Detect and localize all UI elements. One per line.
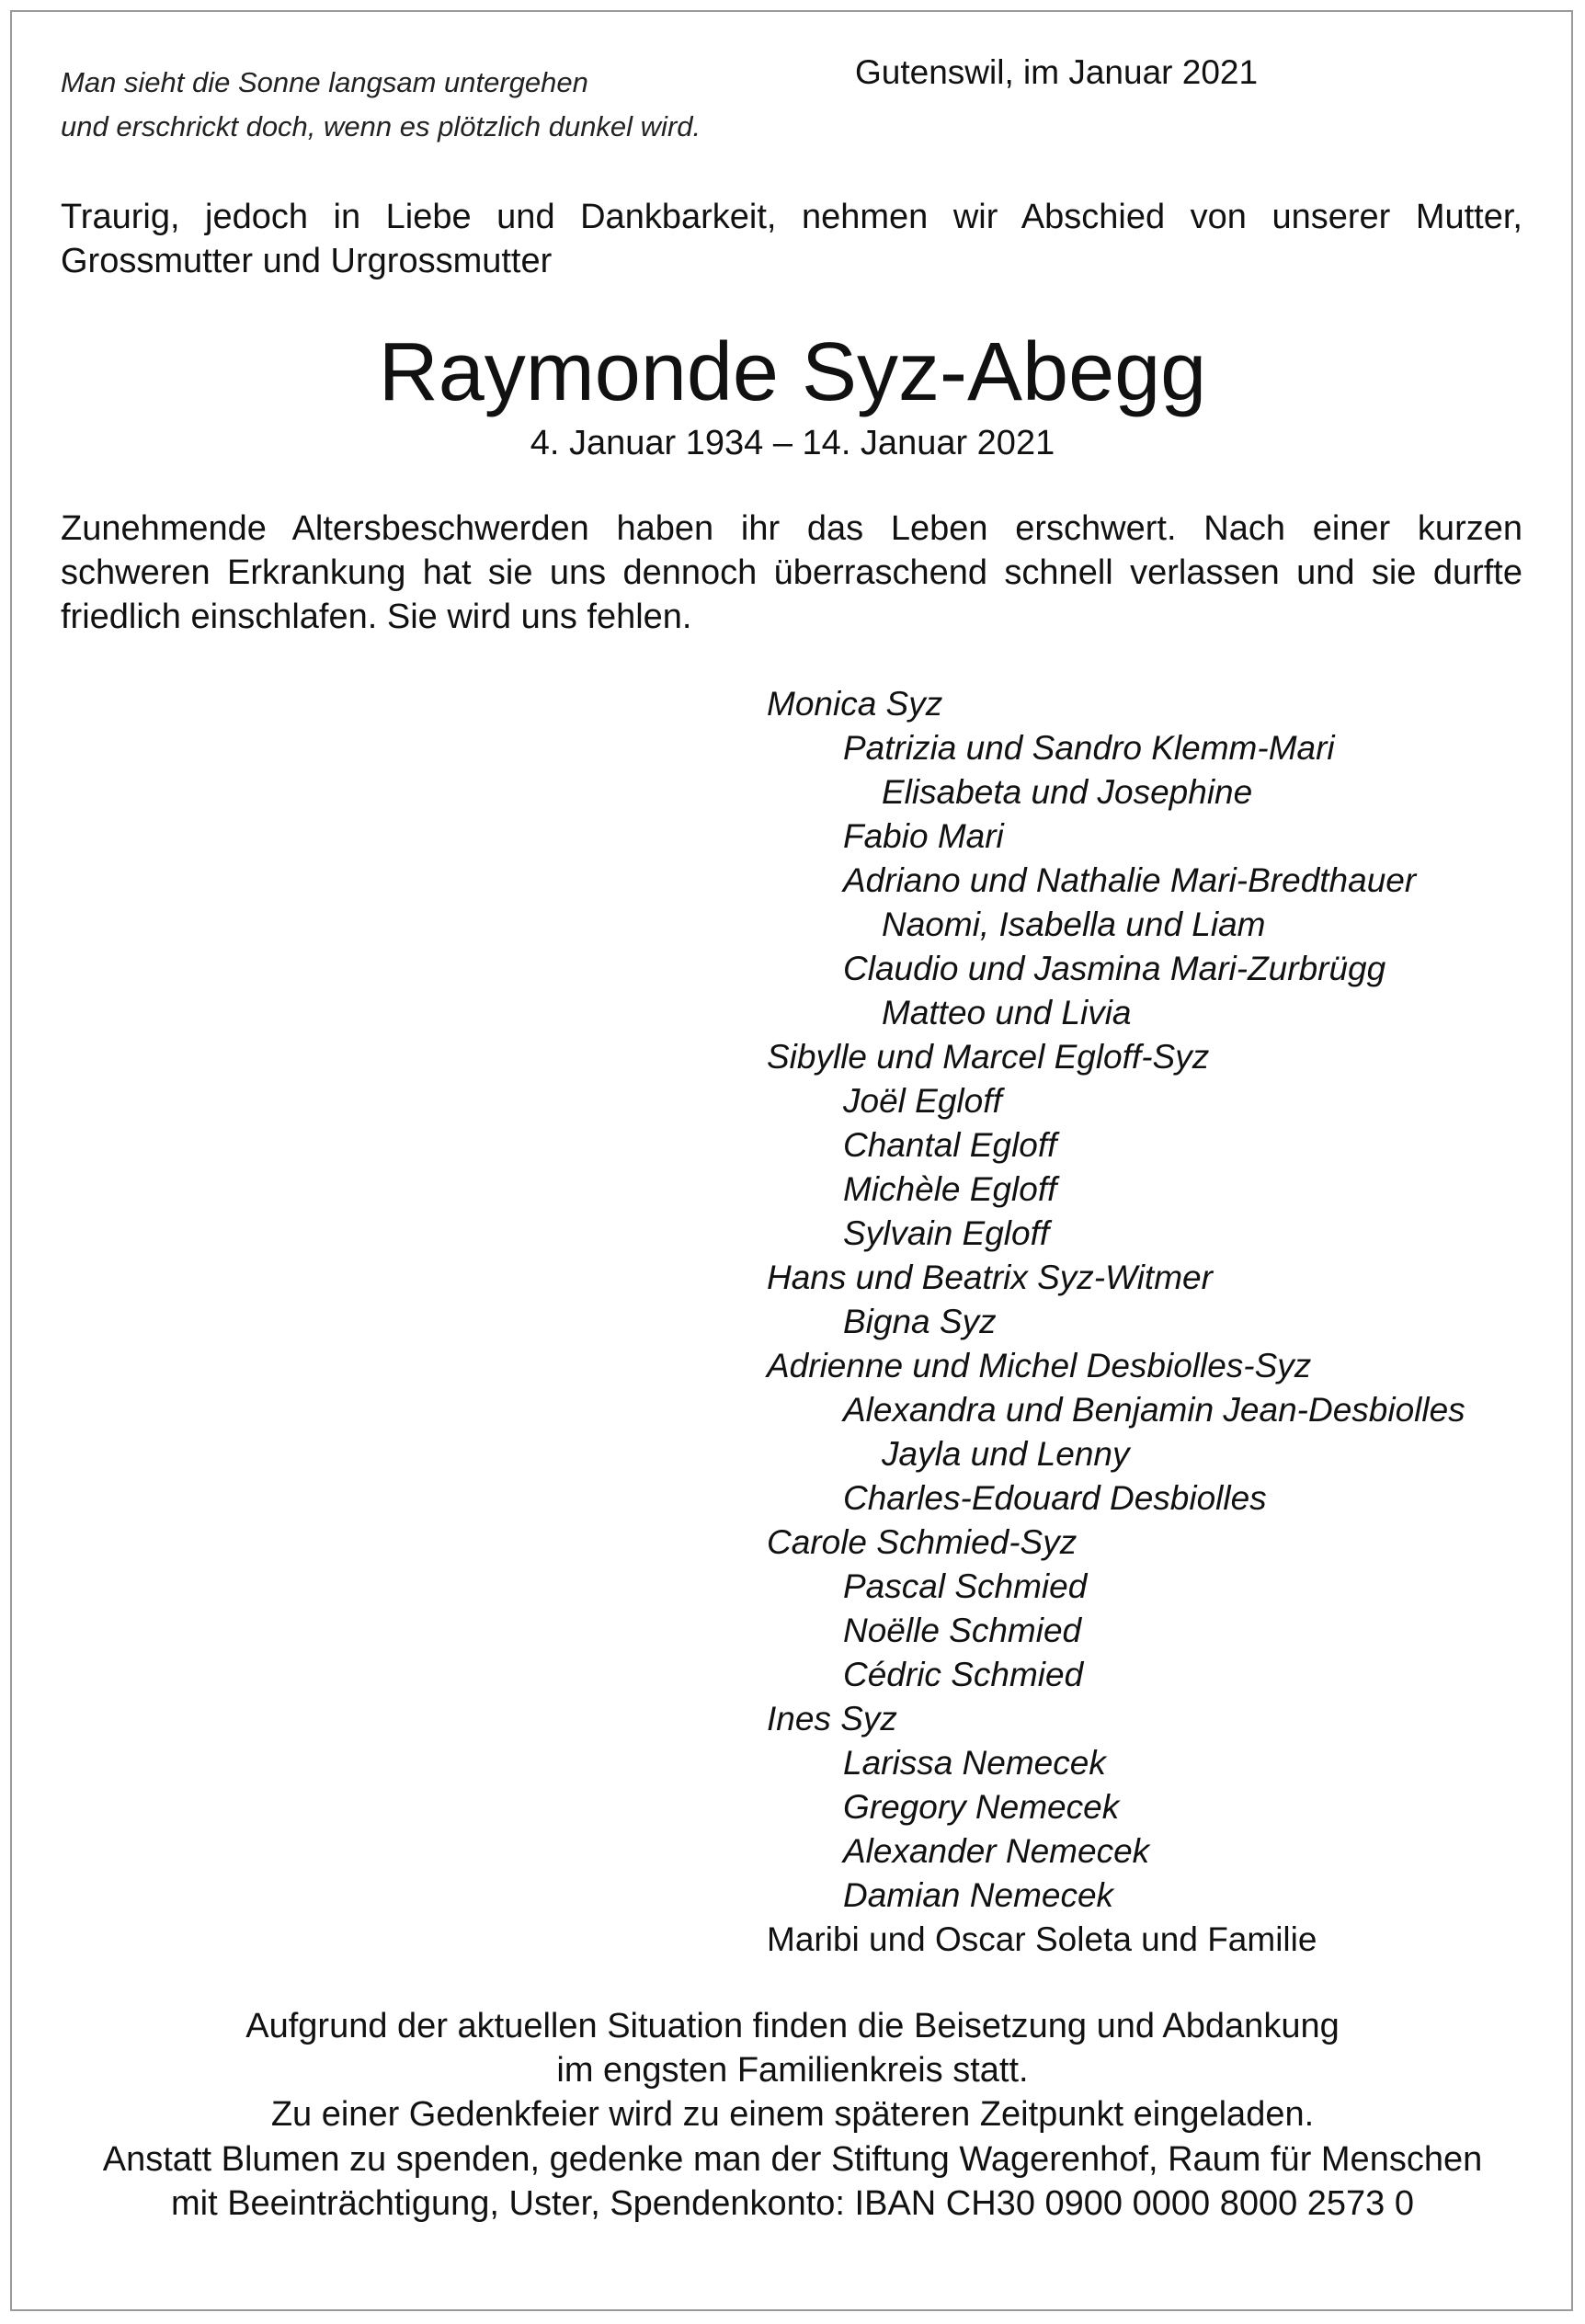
mourner-entry: Sylvain Egloff xyxy=(843,1214,1050,1252)
mourner-entry: Matteo und Livia xyxy=(882,994,1132,1031)
body-paragraph xyxy=(61,507,1522,639)
deceased-name: Raymonde Syz-Abegg xyxy=(378,326,1207,418)
mourner-entry: Bigna Syz xyxy=(843,1303,997,1340)
mourner-entry: Gregory Nemecek xyxy=(843,1788,1120,1826)
donation-line: Anstatt Blumen zu spenden, gedenke man der Stiftung Wagerenhof, Raum für Menschen xyxy=(102,2140,1483,2179)
motto-line: Man sieht die Sonne langsam untergehen xyxy=(61,66,588,98)
life-dates: 4. Januar 1934 – 14. Januar 2021 xyxy=(530,424,1055,462)
mourner-entry: Jayla und Lenny xyxy=(882,1435,1130,1473)
intro-paragraph xyxy=(61,195,1522,283)
intro-line: Traurig, jedoch in Liebe und Dankbarkeit, nehmen wir Abschied von unserer Mutter, xyxy=(61,198,1522,236)
notice-line: im engsten Familienkreis statt. xyxy=(556,2051,1029,2090)
body-line: Zunehmende Altersbeschwerden haben ihr das Leben erschwert. Nach einer kurzen xyxy=(61,509,1522,548)
mourner-entry: Pascal Schmied xyxy=(843,1567,1088,1605)
mourner-entry: Chantal Egloff xyxy=(843,1126,1057,1164)
mourner-entry: Charles-Edouard Desbiolles xyxy=(843,1479,1267,1517)
body-line: schweren Erkrankung hat sie uns dennoch überraschend schnell verlassen und sie durfte xyxy=(61,553,1522,592)
notice-line: Zu einer Gedenkfeier wird zu einem späteren Zeitpunkt eingeladen. xyxy=(270,2095,1315,2134)
body-line: friedlich einschlafen. Sie wird uns fehlen. xyxy=(61,598,692,636)
mourners-list xyxy=(767,682,1465,1962)
mourner-entry: Alexander Nemecek xyxy=(843,1832,1150,1870)
mourner-entry: Elisabeta und Josephine xyxy=(882,773,1253,811)
mourner-entry: Ines Syz xyxy=(767,1700,897,1737)
mourner-entry: Adriano und Nathalie Mari-Bredthauer xyxy=(843,861,1417,899)
mourner-entry: Claudio und Jasmina Mari-Zurbrügg xyxy=(843,950,1386,987)
mourner-entry: Larissa Nemecek xyxy=(843,1744,1106,1782)
mourner-entry: Hans und Beatrix Syz-Witmer xyxy=(767,1259,1213,1296)
mourner-entry: Monica Syz xyxy=(767,685,943,723)
motto-quote xyxy=(61,61,701,149)
mourner-entry: Michèle Egloff xyxy=(843,1170,1057,1208)
mourner-entry: Joël Egloff xyxy=(843,1082,1002,1120)
mourner-entry: Patrizia und Sandro Klemm-Mari xyxy=(843,729,1335,767)
mourner-entry: Alexandra und Benjamin Jean-Desbiolles xyxy=(843,1391,1465,1429)
mourner-entry: Fabio Mari xyxy=(843,817,1004,855)
mourner-entry: Naomi, Isabella und Liam xyxy=(882,906,1266,943)
mourner-entry: Damian Nemecek xyxy=(843,1876,1114,1914)
mourner-entry: Carole Schmied-Syz xyxy=(767,1523,1078,1561)
donation-line: mit Beeinträchtigung, Uster, Spendenkonto: IBAN CH30 0900 0000 8000 2573 0 xyxy=(170,2184,1415,2223)
notice-line: Aufgrund der aktuellen Situation finden die Beisetzung und Abdankung xyxy=(245,2007,1340,2045)
mourner-entry: Cédric Schmied xyxy=(843,1656,1084,1693)
funeral-notice xyxy=(0,2004,1585,2136)
donation-notice xyxy=(0,2137,1585,2226)
mourner-entry: Maribi und Oscar Soleta und Familie xyxy=(767,1920,1317,1958)
intro-line: Grossmutter und Urgrossmutter xyxy=(61,242,553,280)
motto-line: und erschrickt doch, wenn es plötzlich dunkel wird. xyxy=(61,110,701,142)
mourner-entry: Adrienne und Michel Desbiolles-Syz xyxy=(767,1347,1312,1384)
mourner-entry: Sibylle und Marcel Egloff-Syz xyxy=(767,1038,1210,1076)
mourner-entry: Noëlle Schmied xyxy=(843,1612,1082,1649)
place-date: Gutenswil, im Januar 2021 xyxy=(855,53,1259,91)
